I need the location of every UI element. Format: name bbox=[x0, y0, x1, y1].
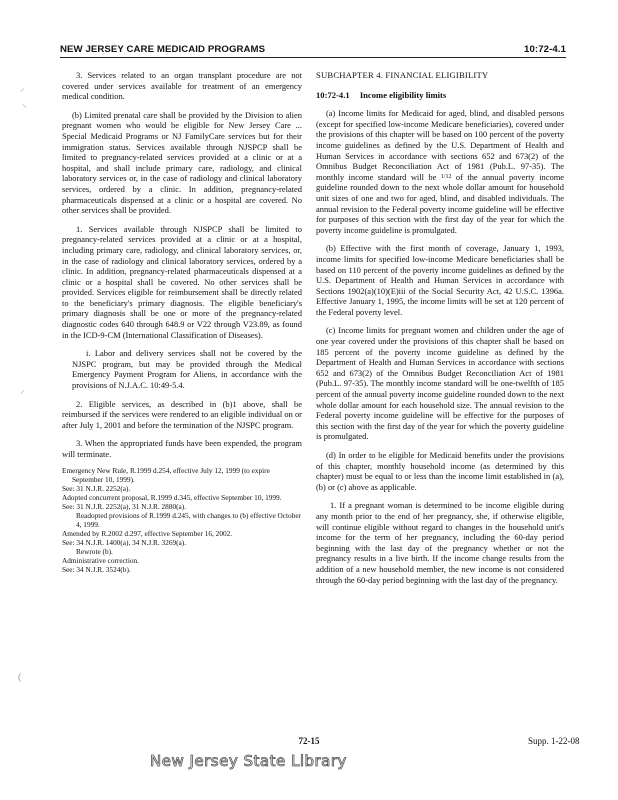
left-column bbox=[62, 70, 302, 574]
margin-mark: ⸝ bbox=[20, 385, 25, 396]
history-line: See: 31 N.J.R. 2252(a), 31 N.J.R. 2880(a). bbox=[62, 501, 187, 511]
history-line: Amended by R.2002 d.297, effective September 16, 2002. bbox=[62, 528, 233, 538]
right-column bbox=[316, 70, 564, 593]
header-title: NEW JERSEY CARE MEDICAID PROGRAMS bbox=[60, 44, 266, 55]
header-section-ref: 10:72-4.1 bbox=[524, 44, 566, 55]
paragraph-d: (d) In order to be eligible for Medicaid benefits under the provisions of this chapter, monthly household income (as determined by this chapter) must be equal to or less than the income limit established in (a), (b) or (c) above as applicable. bbox=[316, 450, 564, 492]
paragraph-d1: 1. If a pregnant woman is determined to be income eligible during any month prior to the end of her pregnancy, she, if otherwise eligible, will continue eligible without regard to changes in the household unit's income for the term of her pregnancy, including the 60-day period beginning with the last day of the pregnancy whether or not the pregnancy results in a live birth. If the income change results from the addition of a new household member, the new income is not considered through the 60-day period beginning with the last day of the pregnancy. bbox=[316, 500, 564, 585]
margin-mark: ( bbox=[18, 672, 22, 683]
paragraph-c: (c) Income limits for pregnant women and children under the age of one year covered under the provisions of this chapter shall be based on 185 percent of the poverty income guideline as defined by the Department of Health and Human Services in accordance with sections 652 and 673(2) of the Omnibus Budget Reconciliation Act of 1981 (Pub.L. 97-35). The monthly income standard will be one-twelfth of 185 percent of the annual poverty income guideline rounded down to the next whole dollar amount for each household size. The annual revision to the Federal poverty income guideline will be effective for the purposes of this section with the first day of the year for which the poverty guideline is promulgated. bbox=[316, 325, 564, 442]
fraction: 1/12 bbox=[440, 173, 452, 180]
paragraph-b: (b) Limited prenatal care shall be provided by the Division to alien pregnant women who would be eligible for New Jersey Care ... Special Medicaid Programs or NJ FamilyCare services but for their immigration status. Services available through NJSPCP shall be limited to pregnancy-related services provided at a clinic or at a hospital, and shall include primary care, radiology, and clinical laboratory services or, in the case of radiology and clinical laboratory services, ordered by a clinic. In addition, pregnancy-related pharmaceuticals dispensed at a clinic or a hospital are covered. No other services shall be provided. bbox=[62, 109, 302, 216]
margin-mark: ⸜ bbox=[22, 99, 27, 110]
margin-mark: ⸝ bbox=[20, 83, 25, 94]
running-header bbox=[60, 44, 566, 58]
section-number: 10:72-4.1 bbox=[316, 89, 350, 100]
paragraph-a-rest: of the annual poverty income guideline rounded down to the next whole dollar amount for household unit sizes of one and two for aged, blind, and disabled individuals. The annual revision to the Federal poverty income guideline will be effective for purposes of this section with the first day of the year for which the poverty income guideline is promulgated. bbox=[316, 171, 565, 235]
subchapter-heading: SUBCHAPTER 4. FINANCIAL ELIGIBILITY bbox=[316, 70, 489, 80]
history-line: See: 34 N.J.R. 1400(a), 34 N.J.R. 3269(a). bbox=[62, 537, 187, 547]
page-number: 72-15 bbox=[298, 736, 320, 746]
paragraph-b2: 2. Eligible services, as described in (b)1 above, shall be reimbursed if the services were rendered to an eligible individual on or after July 1, 2001 and before the termination of the NJSPC program. bbox=[62, 398, 302, 430]
history-line: Emergency New Rule, R.1999 d.254, effective July 12, 1999 (to expire September 10, 1999). bbox=[62, 465, 270, 484]
paragraph-b1: 1. Services available through NJSPCP shall be limited to pregnancy-related services provided at a clinic or at a hospital, including primary care, radiology, and clinical laboratory services, or, in the case of radiology and clinical laboratory services, ordered by a clinic. In addition, pregnancy-related pharmaceuticals dispensed at a clinic or a hospital shall be covered. No other services shall be provided. Services eligible for reimbursement shall be directly related to the beneficiary's primary diagnosis. The eligible beneficiary's primary diagnosis shall be one or more of the pregnancy-related diagnostic codes 640 through 648.9 or V22 through V23.89, as found in the ICD-9-CM (International Classification of Diseases). bbox=[62, 223, 302, 340]
paragraph-a3: 3. Services related to an organ transplant procedure are not covered under services available for treatment of an emergency medical condition. bbox=[62, 70, 302, 102]
section-heading bbox=[316, 90, 564, 101]
history-line: See: 31 N.J.R. 2252(a). bbox=[62, 483, 131, 493]
supplement-date: Supp. 1-22-08 bbox=[528, 736, 580, 746]
history-line: Administrative correction. bbox=[62, 555, 139, 565]
history-line: Rewrote (b). bbox=[76, 546, 113, 556]
section-title: Income eligibility limits bbox=[359, 89, 447, 100]
history-line: See: 34 N.J.R. 3524(b). bbox=[62, 564, 131, 574]
paragraph-a-text: (a) Income limits for Medicaid for aged, blind, and disabled persons (except for specified low-income Medicare beneficiaries), covered under the provisions of this chapter will be based on 100 percent of the poverty income guidelines as defined by the U.S. Department of Health and Human Services in accordance with sections 652 and 673(2) of the Omnibus Budget Reconciliation Act of 1981 (Pub.L. 97-35). The monthly income standard will be bbox=[316, 108, 564, 182]
library-stamp: New Jersey State Library bbox=[150, 752, 347, 770]
paragraph-a bbox=[316, 108, 564, 235]
history-line: Readopted provisions of R.1999 d.245, with changes to (b) effective October 4, 1999. bbox=[76, 510, 302, 529]
rule-history bbox=[62, 466, 302, 574]
paragraph-b3: 3. When the appropriated funds have been expended, the program will terminate. bbox=[62, 438, 302, 459]
paragraph-b: (b) Effective with the first month of coverage, January 1, 1993, income limits for specified low-income Medicare beneficiaries shall be based on 110 percent of the poverty income guidelines as defined by the U.S. Department of Health and Human Services in accordance with Sections 1902(a)(10)(E)iii of the Social Security Act, 42 U.S.C. 1396a. Effective January 1, 1995, the income limits will be set at 120 percent of the Federal poverty level. bbox=[316, 243, 564, 317]
history-line: Adopted concurrent proposal, R.1999 d.345, effective September 10, 1999. bbox=[62, 492, 282, 502]
paragraph-b1i: i. Labor and delivery services shall not be covered by the NJSPC program, but may be provided through the Medical Emergency Payment Program for Aliens, in accordance with the provisions of N.J.A.C. 10:49-5.4. bbox=[72, 348, 302, 391]
